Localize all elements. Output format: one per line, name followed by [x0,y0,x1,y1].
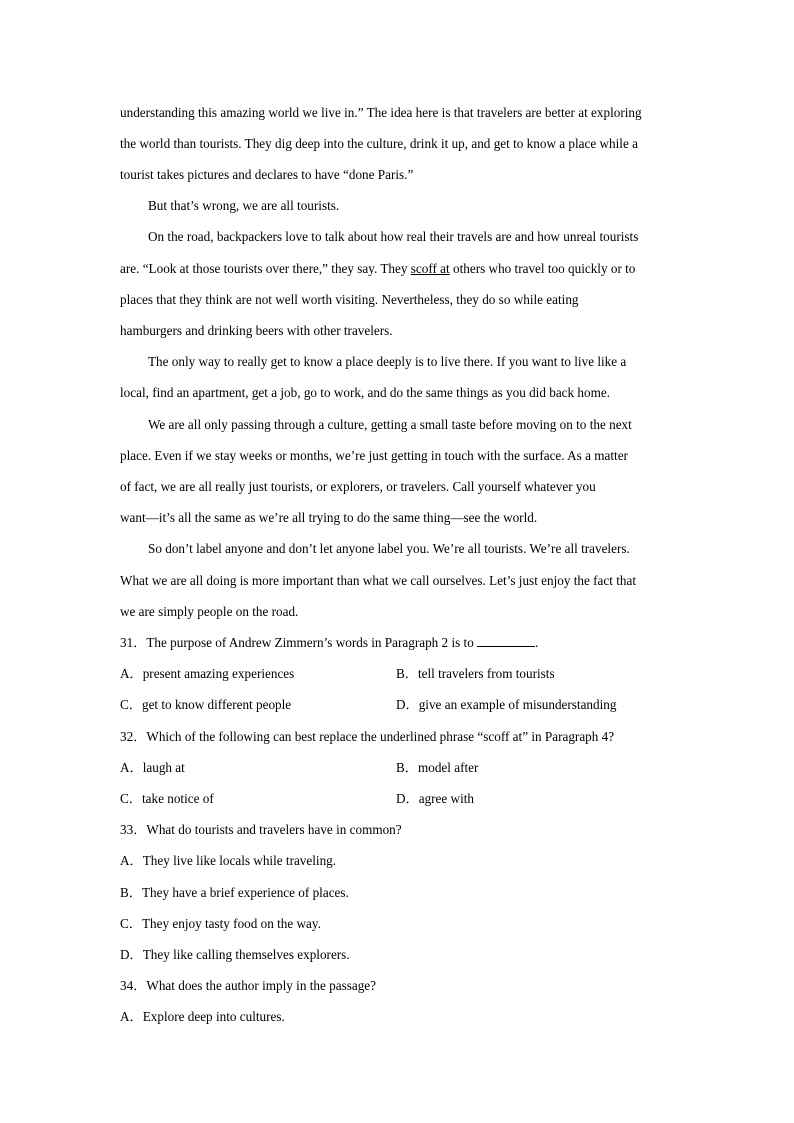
underlined-phrase: scoff at [410,261,450,276]
question-32-option-a: A．laugh at [120,760,185,775]
question-33-option-b: B．They have a brief experience of places. [120,885,349,900]
passage-text: are. “Look at those tourists over there,” they say. They [120,261,411,276]
question-34-option-a: A．Explore deep into cultures. [120,1009,285,1024]
passage-line: So don’t label anyone and don’t let anyone label you. We’re all tourists. We’re all travelers. [148,541,630,556]
question-text: 31．The purpose of Andrew Zimmern’s words in Paragraph 2 is to [120,635,474,650]
question-32-option-c: C．take notice of [120,791,214,806]
passage-line: hamburgers and drinking beers with other travelers. [120,323,393,338]
question-31-option-b: B．tell travelers from tourists [396,666,555,681]
question-33-option-d: D．They like calling themselves explorers. [120,947,350,962]
passage-line: The only way to really get to know a place deeply is to live there. If you want to live like a [148,354,627,369]
passage-line: local, find an apartment, get a job, go to work, and do the same things as you did back home. [120,385,611,400]
question-31-option-a: A．present amazing experiences [120,666,295,681]
passage-line: the world than tourists. They dig deep into the culture, drink it up, and get to know a place while a [120,136,638,151]
passage-line: we are simply people on the road. [120,604,299,619]
passage-line: places that they think are not well worth visiting. Nevertheless, they do so while eating [120,292,579,307]
question-33-stem: 33．What do tourists and travelers have in common? [120,822,402,837]
question-32-stem: 32．Which of the following can best replace the underlined phrase “scoff at” in Paragraph 4? [120,729,615,744]
passage-line: We are all only passing through a culture, getting a small taste before moving on to the next [148,417,632,432]
passage-line: understanding this amazing world we live in.” The idea here is that travelers are better at exploring [120,105,642,120]
question-31-option-c: C．get to know different people [120,697,292,712]
passage-line: place. Even if we stay weeks or months, we’re just getting in touch with the surface. As a matter [120,448,628,463]
passage-line-with-underline [120,260,680,278]
answer-blank [477,634,535,647]
question-text: . [535,635,539,650]
question-32-option-d: D．agree with [396,791,474,806]
passage-line: want—it’s all the same as we’re all trying to do the same thing—see the world. [120,510,538,525]
question-31-option-d: D．give an example of misunderstanding [396,697,617,712]
question-33-option-c: C．They enjoy tasty food on the way. [120,916,321,931]
passage-line: tourist takes pictures and declares to have “done Paris.” [120,167,414,182]
passage-line: What we are all doing is more important than what we call ourselves. Let’s just enjoy the fact that [120,573,636,588]
passage-text: others who travel too quickly or to [449,261,636,276]
question-31-stem [120,634,680,652]
passage-line: On the road, backpackers love to talk about how real their travels are and how unreal tourists [148,229,639,244]
question-33-option-a: A．They live like locals while traveling. [120,853,337,868]
question-32-option-b: B．model after [396,760,479,775]
passage-line: But that’s wrong, we are all tourists. [148,198,340,213]
question-34-stem: 34．What does the author imply in the passage? [120,978,376,993]
passage-line: of fact, we are all really just tourists, or explorers, or travelers. Call yourself whatever you [120,479,596,494]
